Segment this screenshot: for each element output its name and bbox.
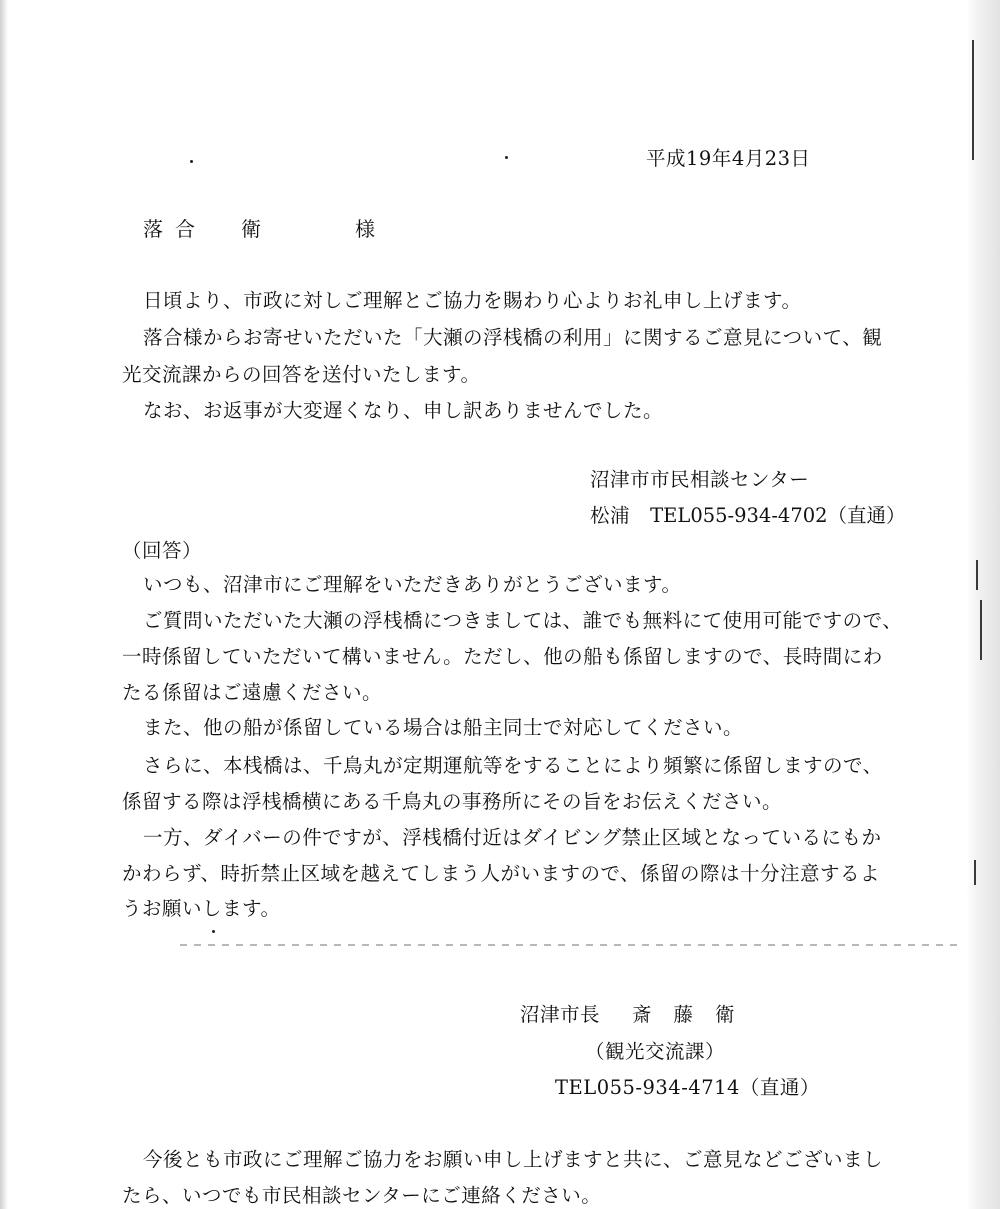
answer-line: いつも、沼津市にご理解をいただきありがとうございます。 bbox=[143, 573, 682, 596]
scan-speck bbox=[212, 930, 215, 933]
answer-label: （回答） bbox=[122, 539, 203, 562]
addressee bbox=[143, 219, 376, 239]
scan-edge-right bbox=[966, 0, 1000, 1209]
department: （観光交流課） bbox=[585, 1040, 726, 1063]
sender-tel: TEL055-934-4702（直通） bbox=[650, 504, 906, 527]
letter-date: 平成19年4月23日 bbox=[646, 147, 811, 170]
sender-contact-name: 松浦 bbox=[590, 504, 631, 527]
department-tel: TEL055-934-4714（直通） bbox=[555, 1076, 820, 1099]
answer-line: 一時係留していただいて構いません。ただし、他の船も係留しますので、長時間にわ bbox=[122, 645, 883, 668]
scan-speck bbox=[505, 156, 508, 159]
answer-line: うお願いします。 bbox=[122, 897, 281, 920]
answer-line: ご質問いただいた大瀬の浮桟橋につきましては、誰でも無料にて使用可能ですので、 bbox=[143, 609, 903, 632]
body-line: 落合様からお寄せいただいた「大瀬の浮桟橋の利用」に関するご意見について、観 bbox=[143, 326, 883, 349]
closing-line: たら、いつでも市民相談センターにご連絡ください。 bbox=[122, 1184, 602, 1207]
answer-line: さらに、本桟橋は、千鳥丸が定期運航等をすることにより頻繁に係留しますので、 bbox=[143, 754, 883, 777]
mayor-title: 沼津市長 bbox=[520, 1003, 601, 1026]
mayor-name: 斎藤衛 bbox=[632, 1003, 757, 1026]
closing-line: 今後とも市政にご理解ご協力をお願い申し上げますと共に、ご意見などございまし bbox=[143, 1148, 884, 1171]
section-divider bbox=[180, 944, 960, 946]
body-line: なお、お返事が大変遅くなり、申し訳ありませんでした。 bbox=[143, 399, 664, 422]
scan-speck bbox=[190, 160, 193, 163]
mayor-signature bbox=[520, 1005, 757, 1025]
body-line: 光交流課からの回答を送付いたします。 bbox=[122, 363, 481, 386]
answer-line: かわらず、時折禁止区域を越えてしまう人がいますので、係留の際は十分注意するよ bbox=[122, 862, 881, 885]
addressee-honorific: 様 bbox=[355, 217, 376, 241]
answer-line: たる係留はご遠慮ください。 bbox=[122, 681, 383, 704]
answer-line: 係留する際は浮桟橋横にある千鳥丸の事務所にその旨をお伝えください。 bbox=[122, 790, 783, 813]
answer-line: 一方、ダイバーの件ですが、浮桟橋付近はダイビング禁止区域となっているにもか bbox=[143, 826, 882, 849]
answer-line: また、他の船が係留している場合は船主同士で対応してください。 bbox=[143, 716, 744, 739]
addressee-given-name: 衛 bbox=[241, 217, 262, 241]
sender-contact bbox=[590, 506, 906, 526]
addressee-surname: 落合 bbox=[143, 217, 207, 241]
sender-office: 沼津市市民相談センター bbox=[590, 468, 810, 491]
scan-edge-left bbox=[0, 0, 8, 1209]
body-line: 日頃より、市政に対しご理解とご協力を賜わり心よりお礼申し上げます。 bbox=[143, 289, 802, 312]
